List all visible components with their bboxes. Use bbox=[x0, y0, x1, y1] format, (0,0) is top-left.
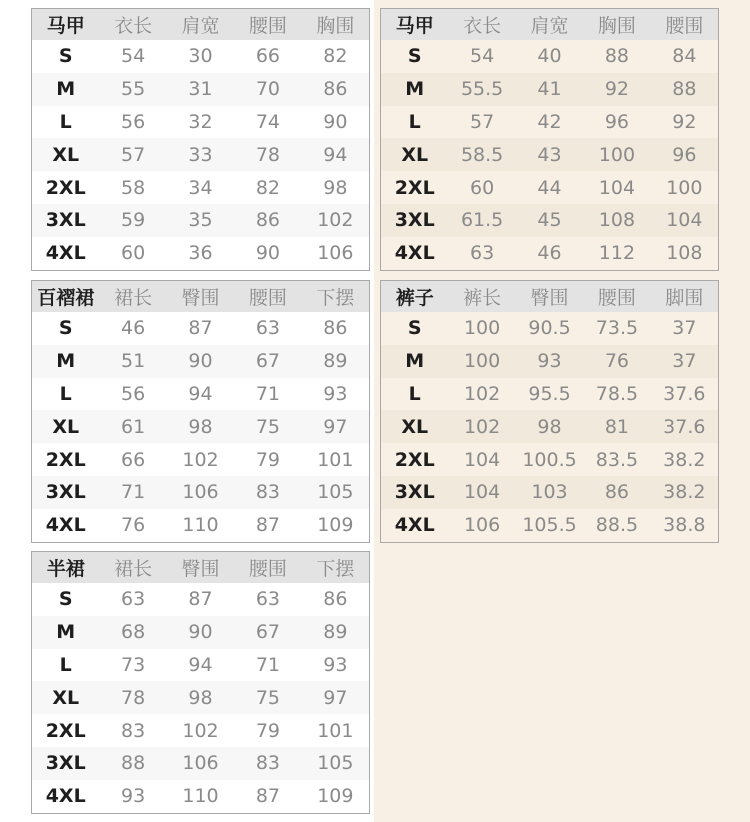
measurement-cell: 94 bbox=[188, 653, 213, 676]
table-row bbox=[32, 73, 369, 106]
measurement-cell: 102 bbox=[463, 415, 501, 438]
measurement-cell: 78 bbox=[121, 686, 146, 709]
table-row bbox=[32, 40, 369, 73]
measurement-cell: 42 bbox=[537, 110, 562, 133]
measurement-cell: 90 bbox=[188, 350, 213, 373]
column-header: 下摆 bbox=[316, 558, 355, 580]
table-title: 裤子 bbox=[395, 287, 434, 309]
measurement-cell: 78 bbox=[255, 143, 281, 166]
measurement-cell: 75 bbox=[255, 415, 281, 438]
column-header: 肩宽 bbox=[181, 15, 220, 37]
size-label: S bbox=[58, 317, 73, 340]
measurement-cell: 108 bbox=[666, 242, 703, 265]
table-row bbox=[381, 345, 718, 378]
measurement-cell: 108 bbox=[598, 209, 636, 232]
measurement-cell: 90.5 bbox=[528, 317, 571, 340]
measurement-cell: 110 bbox=[182, 514, 219, 537]
measurement-cell: 88.5 bbox=[595, 514, 639, 537]
measurement-cell: 56 bbox=[121, 110, 146, 133]
measurement-cell: 109 bbox=[317, 785, 354, 808]
measurement-cell: 105 bbox=[317, 752, 354, 775]
measurement-cell: 79 bbox=[255, 448, 281, 471]
measurement-cell: 38.2 bbox=[663, 448, 706, 471]
measurement-cell: 95.5 bbox=[528, 382, 571, 405]
measurement-cell: 63 bbox=[255, 588, 281, 611]
measurement-cell: 109 bbox=[317, 514, 354, 537]
measurement-cell: 100 bbox=[598, 143, 636, 166]
measurement-cell: 51 bbox=[121, 350, 146, 373]
measurement-cell: 94 bbox=[323, 143, 348, 166]
table-title: 马甲 bbox=[46, 15, 85, 37]
table-row bbox=[32, 345, 369, 378]
measurement-cell: 76 bbox=[121, 514, 146, 537]
column-header: 臀围 bbox=[181, 558, 220, 580]
measurement-cell: 96 bbox=[672, 143, 697, 166]
measurement-cell: 93 bbox=[537, 350, 562, 373]
size-label: 2XL bbox=[394, 176, 435, 199]
measurement-cell: 37 bbox=[672, 350, 697, 373]
table-header-row bbox=[381, 281, 718, 312]
measurement-cell: 84 bbox=[672, 45, 697, 68]
measurement-cell: 101 bbox=[317, 719, 354, 742]
table-row bbox=[381, 378, 718, 411]
size-label: 4XL bbox=[45, 514, 86, 537]
table-row bbox=[32, 476, 369, 509]
measurement-cell: 106 bbox=[317, 242, 354, 265]
measurement-cell: 67 bbox=[255, 621, 281, 644]
measurement-cell: 71 bbox=[121, 481, 146, 504]
measurement-cell: 101 bbox=[317, 448, 354, 471]
size-label: 3XL bbox=[45, 481, 86, 504]
size-label: 3XL bbox=[394, 209, 435, 232]
measurement-cell: 112 bbox=[598, 242, 636, 265]
table-row bbox=[32, 138, 369, 171]
measurement-cell: 96 bbox=[604, 110, 630, 133]
measurement-cell: 93 bbox=[323, 653, 348, 676]
size-label: 4XL bbox=[394, 242, 435, 265]
size-label: L bbox=[408, 110, 421, 133]
measurement-cell: 88 bbox=[121, 752, 146, 775]
measurement-cell: 100.5 bbox=[522, 448, 577, 471]
size-label: 3XL bbox=[45, 209, 86, 232]
measurement-cell: 54 bbox=[121, 45, 146, 68]
table-row bbox=[381, 40, 718, 73]
measurement-cell: 98 bbox=[188, 686, 213, 709]
size-label: S bbox=[407, 45, 422, 68]
pleated-skirt-size-table bbox=[31, 280, 370, 543]
measurement-cell: 59 bbox=[121, 209, 146, 232]
measurement-cell: 88 bbox=[604, 45, 630, 68]
size-label: M bbox=[405, 78, 425, 101]
measurement-cell: 86 bbox=[255, 209, 281, 232]
column-header: 脚围 bbox=[665, 287, 704, 309]
measurement-cell: 38.2 bbox=[663, 481, 706, 504]
table-row bbox=[381, 138, 718, 171]
table-header-row bbox=[32, 552, 369, 583]
table-row bbox=[32, 410, 369, 443]
measurement-cell: 73 bbox=[121, 653, 146, 676]
column-header: 裙长 bbox=[114, 558, 153, 580]
measurement-cell: 63 bbox=[255, 317, 281, 340]
column-header: 腰围 bbox=[248, 15, 287, 37]
measurement-cell: 81 bbox=[604, 415, 630, 438]
size-label: XL bbox=[401, 143, 429, 166]
table-row bbox=[381, 237, 718, 270]
measurement-cell: 54 bbox=[470, 45, 495, 68]
measurement-cell: 36 bbox=[188, 242, 213, 265]
column-header: 肩宽 bbox=[530, 15, 569, 37]
table-row bbox=[381, 106, 718, 139]
half-skirt-size-table bbox=[31, 551, 370, 814]
size-label: 2XL bbox=[45, 448, 86, 471]
size-label: 3XL bbox=[45, 752, 86, 775]
measurement-cell: 102 bbox=[317, 209, 354, 232]
size-label: S bbox=[58, 45, 73, 68]
measurement-cell: 55 bbox=[121, 78, 146, 101]
column-header: 衣长 bbox=[114, 15, 153, 37]
table-row bbox=[381, 171, 718, 204]
measurement-cell: 102 bbox=[463, 382, 501, 405]
size-label: L bbox=[59, 382, 72, 405]
measurement-cell: 103 bbox=[531, 481, 568, 504]
measurement-cell: 93 bbox=[323, 382, 348, 405]
size-label: S bbox=[58, 588, 73, 611]
size-label: 2XL bbox=[394, 448, 435, 471]
size-label: 2XL bbox=[45, 176, 86, 199]
measurement-cell: 67 bbox=[255, 350, 281, 373]
column-header: 臀围 bbox=[181, 287, 220, 309]
measurement-cell: 87 bbox=[255, 514, 281, 537]
column-header: 臀围 bbox=[530, 287, 569, 309]
column-header: 裙长 bbox=[114, 287, 153, 309]
measurement-cell: 66 bbox=[255, 45, 281, 68]
table-row bbox=[32, 312, 369, 345]
size-label: 4XL bbox=[45, 785, 86, 808]
table-row bbox=[32, 649, 369, 682]
measurement-cell: 37 bbox=[672, 317, 697, 340]
size-label: L bbox=[408, 382, 421, 405]
measurement-cell: 102 bbox=[182, 448, 219, 471]
measurement-cell: 63 bbox=[121, 588, 146, 611]
measurement-cell: 45 bbox=[537, 209, 562, 232]
measurement-cell: 78.5 bbox=[595, 382, 639, 405]
table-row bbox=[32, 171, 369, 204]
table-title: 半裙 bbox=[46, 558, 85, 580]
vest-size-table bbox=[31, 8, 370, 271]
measurement-cell: 38.8 bbox=[663, 514, 706, 537]
measurement-cell: 98 bbox=[323, 176, 348, 199]
measurement-cell: 94 bbox=[188, 382, 213, 405]
table-row bbox=[32, 681, 369, 714]
table-row bbox=[32, 616, 369, 649]
size-label: M bbox=[56, 350, 76, 373]
size-label: XL bbox=[52, 686, 80, 709]
measurement-cell: 105 bbox=[317, 481, 354, 504]
measurement-cell: 106 bbox=[182, 752, 219, 775]
measurement-cell: 74 bbox=[255, 110, 281, 133]
measurement-cell: 86 bbox=[323, 317, 348, 340]
column-header: 衣长 bbox=[463, 15, 502, 37]
measurement-cell: 58.5 bbox=[460, 143, 504, 166]
measurement-cell: 60 bbox=[121, 242, 146, 265]
measurement-cell: 40 bbox=[537, 45, 562, 68]
measurement-cell: 44 bbox=[537, 176, 562, 199]
measurement-cell: 83 bbox=[255, 481, 281, 504]
measurement-cell: 46 bbox=[537, 242, 562, 265]
measurement-cell: 30 bbox=[188, 45, 213, 68]
measurement-cell: 98 bbox=[537, 415, 562, 438]
column-header: 胸围 bbox=[316, 15, 355, 37]
column-header: 腰围 bbox=[597, 287, 636, 309]
table-row bbox=[381, 509, 718, 542]
size-label: L bbox=[59, 110, 72, 133]
table-row bbox=[32, 106, 369, 139]
measurement-cell: 86 bbox=[323, 588, 348, 611]
column-header: 胸围 bbox=[597, 15, 636, 37]
table-title: 马甲 bbox=[395, 15, 434, 37]
measurement-cell: 92 bbox=[672, 110, 697, 133]
measurement-cell: 87 bbox=[188, 317, 213, 340]
measurement-cell: 43 bbox=[537, 143, 562, 166]
size-label: 2XL bbox=[45, 719, 86, 742]
measurement-cell: 35 bbox=[188, 209, 213, 232]
size-label: XL bbox=[52, 143, 80, 166]
measurement-cell: 70 bbox=[255, 78, 281, 101]
measurement-cell: 100 bbox=[666, 176, 703, 199]
measurement-cell: 57 bbox=[470, 110, 495, 133]
measurement-cell: 89 bbox=[323, 350, 348, 373]
measurement-cell: 61.5 bbox=[460, 209, 504, 232]
table-row bbox=[32, 378, 369, 411]
size-label: M bbox=[56, 621, 76, 644]
size-label: 3XL bbox=[394, 481, 435, 504]
measurement-cell: 104 bbox=[598, 176, 636, 199]
measurement-cell: 82 bbox=[323, 45, 348, 68]
measurement-cell: 92 bbox=[604, 78, 630, 101]
measurement-cell: 31 bbox=[188, 78, 213, 101]
table-row bbox=[32, 583, 369, 616]
measurement-cell: 88 bbox=[672, 78, 697, 101]
measurement-cell: 37.6 bbox=[663, 415, 706, 438]
table-row bbox=[32, 747, 369, 780]
measurement-cell: 75 bbox=[255, 686, 281, 709]
table-row bbox=[381, 443, 718, 476]
measurement-cell: 71 bbox=[255, 653, 281, 676]
table-row bbox=[381, 410, 718, 443]
table-title: 百褶裙 bbox=[37, 287, 95, 309]
column-header: 腰围 bbox=[248, 558, 287, 580]
measurement-cell: 33 bbox=[188, 143, 213, 166]
table-header-row bbox=[381, 9, 718, 40]
measurement-cell: 87 bbox=[255, 785, 281, 808]
size-label: M bbox=[405, 350, 425, 373]
measurement-cell: 90 bbox=[323, 110, 348, 133]
measurement-cell: 104 bbox=[463, 481, 501, 504]
measurement-cell: 105.5 bbox=[522, 514, 577, 537]
measurement-cell: 100 bbox=[463, 350, 501, 373]
measurement-cell: 41 bbox=[537, 78, 562, 101]
column-header: 裤长 bbox=[463, 287, 502, 309]
measurement-cell: 58 bbox=[121, 176, 146, 199]
size-label: 4XL bbox=[394, 514, 435, 537]
table-row bbox=[32, 780, 369, 813]
measurement-cell: 86 bbox=[323, 78, 348, 101]
table-header-row bbox=[32, 9, 369, 40]
measurement-cell: 61 bbox=[121, 415, 146, 438]
measurement-cell: 90 bbox=[255, 242, 281, 265]
measurement-cell: 46 bbox=[121, 317, 146, 340]
measurement-cell: 93 bbox=[121, 785, 146, 808]
size-label: M bbox=[56, 78, 76, 101]
measurement-cell: 98 bbox=[188, 415, 213, 438]
measurement-cell: 110 bbox=[182, 785, 219, 808]
measurement-cell: 82 bbox=[255, 176, 281, 199]
table-row bbox=[381, 312, 718, 345]
measurement-cell: 34 bbox=[188, 176, 213, 199]
measurement-cell: 97 bbox=[323, 686, 348, 709]
measurement-cell: 57 bbox=[121, 143, 146, 166]
column-header: 腰围 bbox=[665, 15, 704, 37]
measurement-cell: 79 bbox=[255, 719, 281, 742]
measurement-cell: 89 bbox=[323, 621, 348, 644]
measurement-cell: 66 bbox=[121, 448, 146, 471]
trousers-size-table bbox=[380, 280, 719, 543]
measurement-cell: 71 bbox=[255, 382, 281, 405]
table-row bbox=[381, 73, 718, 106]
measurement-cell: 63 bbox=[470, 242, 495, 265]
measurement-cell: 60 bbox=[470, 176, 495, 199]
table-row bbox=[32, 509, 369, 542]
measurement-cell: 37.6 bbox=[663, 382, 706, 405]
measurement-cell: 97 bbox=[323, 415, 348, 438]
measurement-cell: 100 bbox=[463, 317, 501, 340]
size-label: S bbox=[407, 317, 422, 340]
table-header-row bbox=[32, 281, 369, 312]
size-label: XL bbox=[401, 415, 429, 438]
measurement-cell: 106 bbox=[463, 514, 501, 537]
measurement-cell: 76 bbox=[604, 350, 630, 373]
size-label: L bbox=[59, 653, 72, 676]
size-label: 4XL bbox=[45, 242, 86, 265]
measurement-cell: 83 bbox=[255, 752, 281, 775]
measurement-cell: 104 bbox=[666, 209, 703, 232]
table-row bbox=[32, 443, 369, 476]
measurement-cell: 102 bbox=[182, 719, 219, 742]
column-header: 腰围 bbox=[248, 287, 287, 309]
measurement-cell: 90 bbox=[188, 621, 213, 644]
measurement-cell: 68 bbox=[121, 621, 146, 644]
table-row bbox=[32, 204, 369, 237]
measurement-cell: 56 bbox=[121, 382, 146, 405]
measurement-cell: 86 bbox=[604, 481, 630, 504]
table-row bbox=[381, 204, 718, 237]
vest-size-table-alt bbox=[380, 8, 719, 271]
table-row bbox=[32, 237, 369, 270]
measurement-cell: 55.5 bbox=[460, 78, 504, 101]
measurement-cell: 104 bbox=[463, 448, 501, 471]
measurement-cell: 32 bbox=[188, 110, 213, 133]
column-header: 下摆 bbox=[316, 287, 355, 309]
table-row bbox=[381, 476, 718, 509]
measurement-cell: 83 bbox=[121, 719, 146, 742]
measurement-cell: 73.5 bbox=[595, 317, 639, 340]
measurement-cell: 83.5 bbox=[595, 448, 639, 471]
size-label: XL bbox=[52, 415, 80, 438]
table-row bbox=[32, 714, 369, 747]
measurement-cell: 87 bbox=[188, 588, 213, 611]
measurement-cell: 106 bbox=[182, 481, 219, 504]
